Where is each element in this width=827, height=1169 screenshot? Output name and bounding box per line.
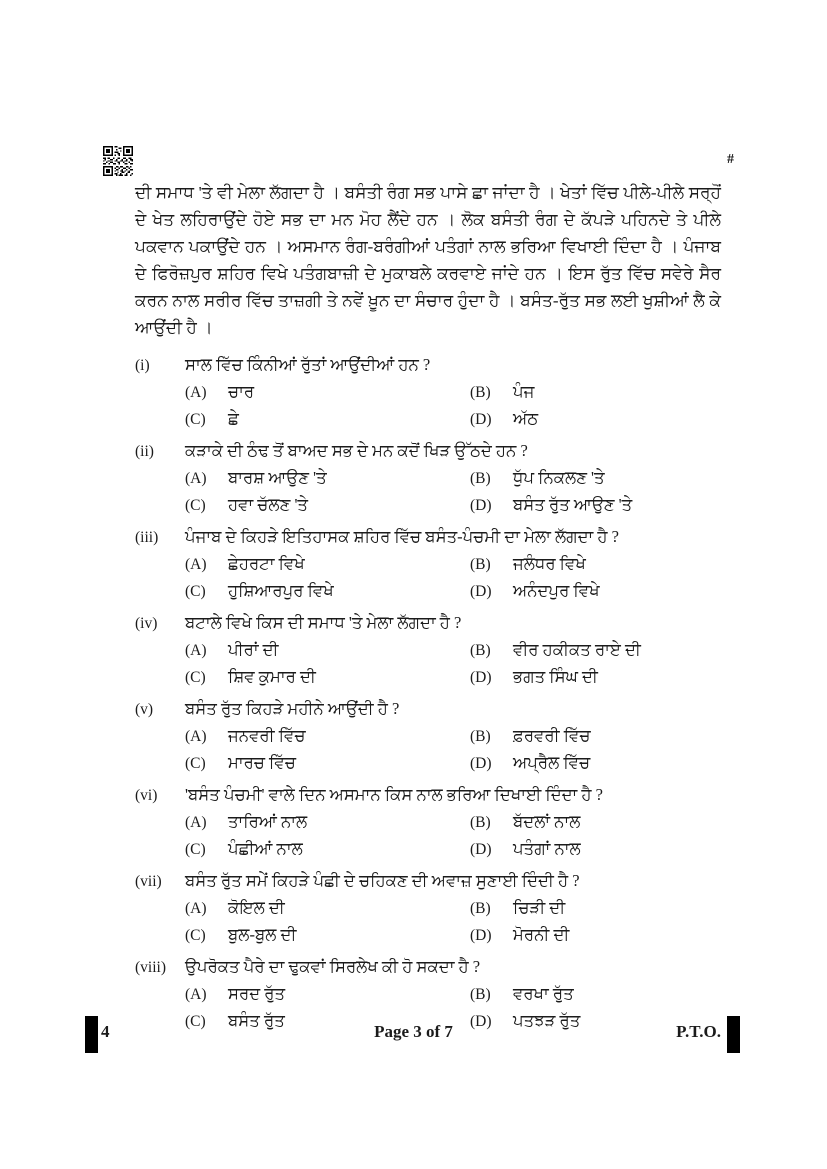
option-b-text: ਬੱਦਲਾਂ ਨਾਲ bbox=[513, 812, 581, 831]
option-c-label: (C) bbox=[185, 927, 206, 944]
options-grid bbox=[185, 895, 721, 949]
option-d-text: ਭਗਤ ਸਿੰਘ ਦੀ bbox=[513, 667, 598, 686]
option-b-text: ਜਲੰਧਰ ਵਿਖੇ bbox=[513, 554, 586, 573]
option-c-label: (C) bbox=[185, 411, 206, 428]
question-block bbox=[135, 868, 721, 949]
option-c-text: ਮਾਰਚ ਵਿੱਚ bbox=[228, 753, 296, 772]
option-a-text: ਜਨਵਰੀ ਵਿੱਚ bbox=[228, 726, 306, 745]
option-c bbox=[185, 750, 470, 777]
question-number: (viii) bbox=[135, 959, 166, 976]
option-b bbox=[470, 895, 721, 922]
option-d bbox=[470, 922, 721, 949]
option-b bbox=[470, 637, 721, 664]
option-d-text: ਬਸੰਤ ਰੁੱਤ ਆਉਣ 'ਤੇ bbox=[513, 495, 633, 514]
option-b-label: (B) bbox=[470, 470, 491, 487]
option-b bbox=[470, 809, 721, 836]
footer-page-number: 4 bbox=[101, 1022, 110, 1041]
qr-code-icon bbox=[103, 146, 133, 176]
option-a-text: ਕੋਇਲ ਦੀ bbox=[228, 898, 285, 917]
option-c bbox=[185, 836, 470, 863]
option-a-text: ਸਰਦ ਰੁੱਤ bbox=[228, 984, 286, 1003]
question-block bbox=[135, 696, 721, 777]
question-text: ਪੰਜਾਬ ਦੇ ਕਿਹੜੇ ਇਤਿਹਾਸਕ ਸ਼ਹਿਰ ਵਿੱਚ ਬਸੰਤ-ਪੰਚਮੀ ਦਾ ਮੇਲਾ ਲੱਗਦਾ ਹੈ ? bbox=[185, 527, 619, 546]
option-d-text: ਅਪ੍ਰੈਲ ਵਿੱਚ bbox=[513, 753, 591, 772]
option-c bbox=[185, 492, 470, 519]
question-row bbox=[135, 438, 721, 465]
question-row bbox=[135, 868, 721, 895]
footer-right-black-bar bbox=[727, 1016, 740, 1053]
option-b-text: ਪੰਜ bbox=[513, 382, 535, 401]
question-number: (vi) bbox=[135, 787, 158, 804]
option-c bbox=[185, 664, 470, 691]
option-a bbox=[185, 379, 470, 406]
footer-page-indicator: Page 3 of 7 bbox=[374, 1022, 453, 1041]
option-b-label: (B) bbox=[470, 642, 491, 659]
option-c-text: ਬੁਲ-ਬੁਲ ਦੀ bbox=[228, 925, 297, 944]
option-d bbox=[470, 750, 721, 777]
option-b-text: ਵੀਰ ਹਕੀਕਤ ਰਾਏ ਦੀ bbox=[513, 640, 641, 659]
question-block bbox=[135, 524, 721, 605]
question-row bbox=[135, 696, 721, 723]
option-c-text: ਛੇ bbox=[228, 409, 239, 428]
option-a-label: (A) bbox=[185, 728, 207, 745]
question-number: (iv) bbox=[135, 615, 158, 632]
option-d bbox=[470, 664, 721, 691]
question-number: (i) bbox=[135, 357, 150, 374]
option-d-label: (D) bbox=[470, 583, 492, 600]
question-block bbox=[135, 438, 721, 519]
option-b bbox=[470, 723, 721, 750]
option-a-label: (A) bbox=[185, 470, 207, 487]
question-text: ਕੜਾਕੇ ਦੀ ਠੰਢ ਤੋਂ ਬਾਅਦ ਸਭ ਦੇ ਮਨ ਕਦੋਂ ਖਿੜ ਉੱਠਦੇ ਹਨ ? bbox=[185, 441, 528, 460]
option-b-label: (B) bbox=[470, 814, 491, 831]
option-c bbox=[185, 578, 470, 605]
question-row bbox=[135, 782, 721, 809]
question-block bbox=[135, 782, 721, 863]
option-c-label: (C) bbox=[185, 755, 206, 772]
option-d-text: ਮੋਰਨੀ ਦੀ bbox=[513, 925, 570, 944]
question-number: (iii) bbox=[135, 529, 159, 546]
question-text: ਬਸੰਤ ਰੁੱਤ ਕਿਹੜੇ ਮਹੀਨੇ ਆਉਂਦੀ ਹੈ ? bbox=[185, 699, 400, 718]
option-b bbox=[470, 379, 721, 406]
option-b-text: ਚਿੜੀ ਦੀ bbox=[513, 898, 566, 917]
option-d bbox=[470, 406, 721, 433]
question-text: ਬਟਾਲੇ ਵਿਖੇ ਕਿਸ ਦੀ ਸਮਾਧ 'ਤੇ ਮੇਲਾ ਲੱਗਦਾ ਹੈ ? bbox=[185, 613, 462, 632]
option-d bbox=[470, 492, 721, 519]
passage-text: ਦੀ ਸਮਾਧ 'ਤੇ ਵੀ ਮੇਲਾ ਲੱਗਦਾ ਹੈ । ਬਸੰਤੀ ਰੰਗ ਸਭ ਪਾਸੇ ਛਾ ਜਾਂਦਾ ਹੈ । ਖੇਤਾਂ ਵਿੱਚ ਪੀਲੇ-ਪੀਲੇ ਸਰ੍ਹੋਂ ਦੇ ਖੇਤ ਲਹਿਰਾਉਂਦੇ ਹੋਏ ਸਭ ਦਾ ਮਨ ਮੋਹ ਲੈਂਦੇ ਹਨ । ਲੋਕ ਬਸੰਤੀ ਰੰਗ ਦੇ ਕੱਪੜੇ ਪਹਿਨਦੇ ਤੇ ਪੀਲੇ ਪਕਵਾਨ ਪਕਾਉਂਦੇ ਹਨ । ਅਸਮਾਨ ਰੰਗ-ਬਰੰਗੀਆਂ ਪਤੰਗਾਂ ਨਾਲ ਭਰਿਆ ਵਿਖਾਈ ਦਿੰਦਾ ਹੈ । ਪੰਜਾਬ ਦੇ ਫਿਰੋਜ਼ਪੁਰ ਸ਼ਹਿਰ ਵਿਖੇ ਪਤੰਗਬਾਜ਼ੀ ਦੇ ਮੁਕਾਬਲੇ ਕਰਵਾਏ ਜਾਂਦੇ ਹਨ । ਇਸ ਰੁੱਤ ਵਿੱਚ ਸਵੇਰੇ ਸੈਰ ਕਰਨ ਨਾਲ ਸਰੀਰ ਵਿੱਚ ਤਾਜ਼ਗੀ ਤੇ ਨਵੇਂ ਖ਼ੂਨ ਦਾ ਸੰਚਾਰ ਹੁੰਦਾ ਹੈ । ਬਸੰਤ-ਰੁੱਤ ਸਭ ਲਈ ਖੁਸ਼ੀਆਂ ਲੈ ਕੇ ਆਉਂਦੀ ਹੈ । bbox=[135, 183, 722, 337]
option-d-label: (D) bbox=[470, 755, 492, 772]
option-b-label: (B) bbox=[470, 384, 491, 401]
question-row bbox=[135, 610, 721, 637]
option-a bbox=[185, 723, 470, 750]
option-a bbox=[185, 551, 470, 578]
option-c-label: (C) bbox=[185, 669, 206, 686]
question-number: (vii) bbox=[135, 873, 162, 890]
option-d-label: (D) bbox=[470, 497, 492, 514]
option-c-text: ਹੁਸ਼ਿਆਰਪੁਰ ਵਿਖੇ bbox=[228, 581, 334, 600]
options-grid bbox=[185, 465, 721, 519]
option-d-text: ਪਤੰਗਾਂ ਨਾਲ bbox=[513, 839, 581, 858]
option-d-text: ਪਤਝੜ ਰੁੱਤ bbox=[513, 1011, 581, 1030]
questions-section bbox=[135, 352, 721, 1040]
question-number: (v) bbox=[135, 701, 154, 718]
option-b-text: ਧੁੱਪ ਨਿਕਲਣ 'ਤੇ bbox=[513, 468, 605, 487]
option-a-label: (A) bbox=[185, 900, 207, 917]
option-d-label: (D) bbox=[470, 1013, 492, 1030]
option-b-label: (B) bbox=[470, 986, 491, 1003]
option-a-text: ਤਾਰਿਆਂ ਨਾਲ bbox=[228, 812, 308, 831]
option-d-label: (D) bbox=[470, 927, 492, 944]
question-block bbox=[135, 610, 721, 691]
option-b-label: (B) bbox=[470, 900, 491, 917]
option-b bbox=[470, 981, 721, 1008]
option-a-label: (A) bbox=[185, 814, 207, 831]
option-c-text: ਸ਼ਿਵ ਕੁਮਾਰ ਦੀ bbox=[228, 667, 316, 686]
option-a bbox=[185, 809, 470, 836]
options-grid bbox=[185, 379, 721, 433]
option-a-label: (A) bbox=[185, 556, 207, 573]
option-a bbox=[185, 895, 470, 922]
option-a-label: (A) bbox=[185, 384, 207, 401]
question-text: 'ਬਸੰਤ ਪੰਚਮੀ' ਵਾਲੇ ਦਿਨ ਅਸਮਾਨ ਕਿਸ ਨਾਲ ਭਰਿਆ ਦਿਖਾਈ ਦਿੰਦਾ ਹੈ ? bbox=[185, 785, 603, 804]
option-a-label: (A) bbox=[185, 642, 207, 659]
option-d bbox=[470, 836, 721, 863]
option-c bbox=[185, 406, 470, 433]
option-a bbox=[185, 637, 470, 664]
option-a-text: ਪੀਰਾਂ ਦੀ bbox=[228, 640, 279, 659]
footer-pto-label: P.T.O. bbox=[676, 1022, 721, 1041]
question-text: ਬਸੰਤ ਰੁੱਤ ਸਮੇਂ ਕਿਹੜੇ ਪੰਛੀ ਦੇ ਚਹਿਕਣ ਦੀ ਅਵਾਜ਼ ਸੁਣਾਈ ਦਿੰਦੀ ਹੈ ? bbox=[185, 871, 580, 890]
question-row bbox=[135, 524, 721, 551]
option-a-text: ਛੇਹਰਟਾ ਵਿਖੇ bbox=[228, 554, 305, 573]
option-c bbox=[185, 922, 470, 949]
question-block bbox=[135, 352, 721, 433]
option-b-text: ਫ਼ਰਵਰੀ ਵਿੱਚ bbox=[513, 726, 591, 745]
question-text: ਉਪਰੋਕਤ ਪੈਰੇ ਦਾ ਢੁਕਵਾਂ ਸਿਰਲੇਖ ਕੀ ਹੋ ਸਕਦਾ ਹੈ ? bbox=[185, 957, 481, 976]
option-d bbox=[470, 578, 721, 605]
options-grid bbox=[185, 551, 721, 605]
option-d-text: ਅੱਠ bbox=[513, 409, 539, 428]
option-b-label: (B) bbox=[470, 728, 491, 745]
question-text: ਸਾਲ ਵਿੱਚ ਕਿੰਨੀਆਂ ਰੁੱਤਾਂ ਆਉਂਦੀਆਂ ਹਨ ? bbox=[185, 355, 431, 374]
option-d-text: ਅਨੰਦਪੁਰ ਵਿਖੇ bbox=[513, 581, 600, 600]
option-c-text: ਪੰਛੀਆਂ ਨਾਲ bbox=[228, 839, 303, 858]
corner-hash-mark: # bbox=[727, 152, 734, 167]
option-c-label: (C) bbox=[185, 583, 206, 600]
option-d-label: (D) bbox=[470, 411, 492, 428]
options-grid bbox=[185, 809, 721, 863]
option-c-label: (C) bbox=[185, 497, 206, 514]
option-d-label: (D) bbox=[470, 841, 492, 858]
question-row bbox=[135, 352, 721, 379]
option-b bbox=[470, 465, 721, 492]
option-b bbox=[470, 551, 721, 578]
option-a-text: ਬਾਰਸ਼ ਆਉਣ 'ਤੇ bbox=[228, 468, 327, 487]
option-a bbox=[185, 465, 470, 492]
option-c-label: (C) bbox=[185, 1013, 206, 1030]
option-b-text: ਵਰਖਾ ਰੁੱਤ bbox=[513, 984, 574, 1003]
options-grid bbox=[185, 637, 721, 691]
question-row bbox=[135, 954, 721, 981]
option-c-text: ਹਵਾ ਚੱਲਣ 'ਤੇ bbox=[228, 495, 308, 514]
option-c-label: (C) bbox=[185, 841, 206, 858]
option-a-text: ਚਾਰ bbox=[228, 382, 255, 401]
option-b-label: (B) bbox=[470, 556, 491, 573]
question-number: (ii) bbox=[135, 443, 154, 460]
option-c-text: ਬਸੰਤ ਰੁੱਤ bbox=[228, 1011, 285, 1030]
option-a-label: (A) bbox=[185, 986, 207, 1003]
option-d-label: (D) bbox=[470, 669, 492, 686]
options-grid bbox=[185, 723, 721, 777]
option-a bbox=[185, 981, 470, 1008]
